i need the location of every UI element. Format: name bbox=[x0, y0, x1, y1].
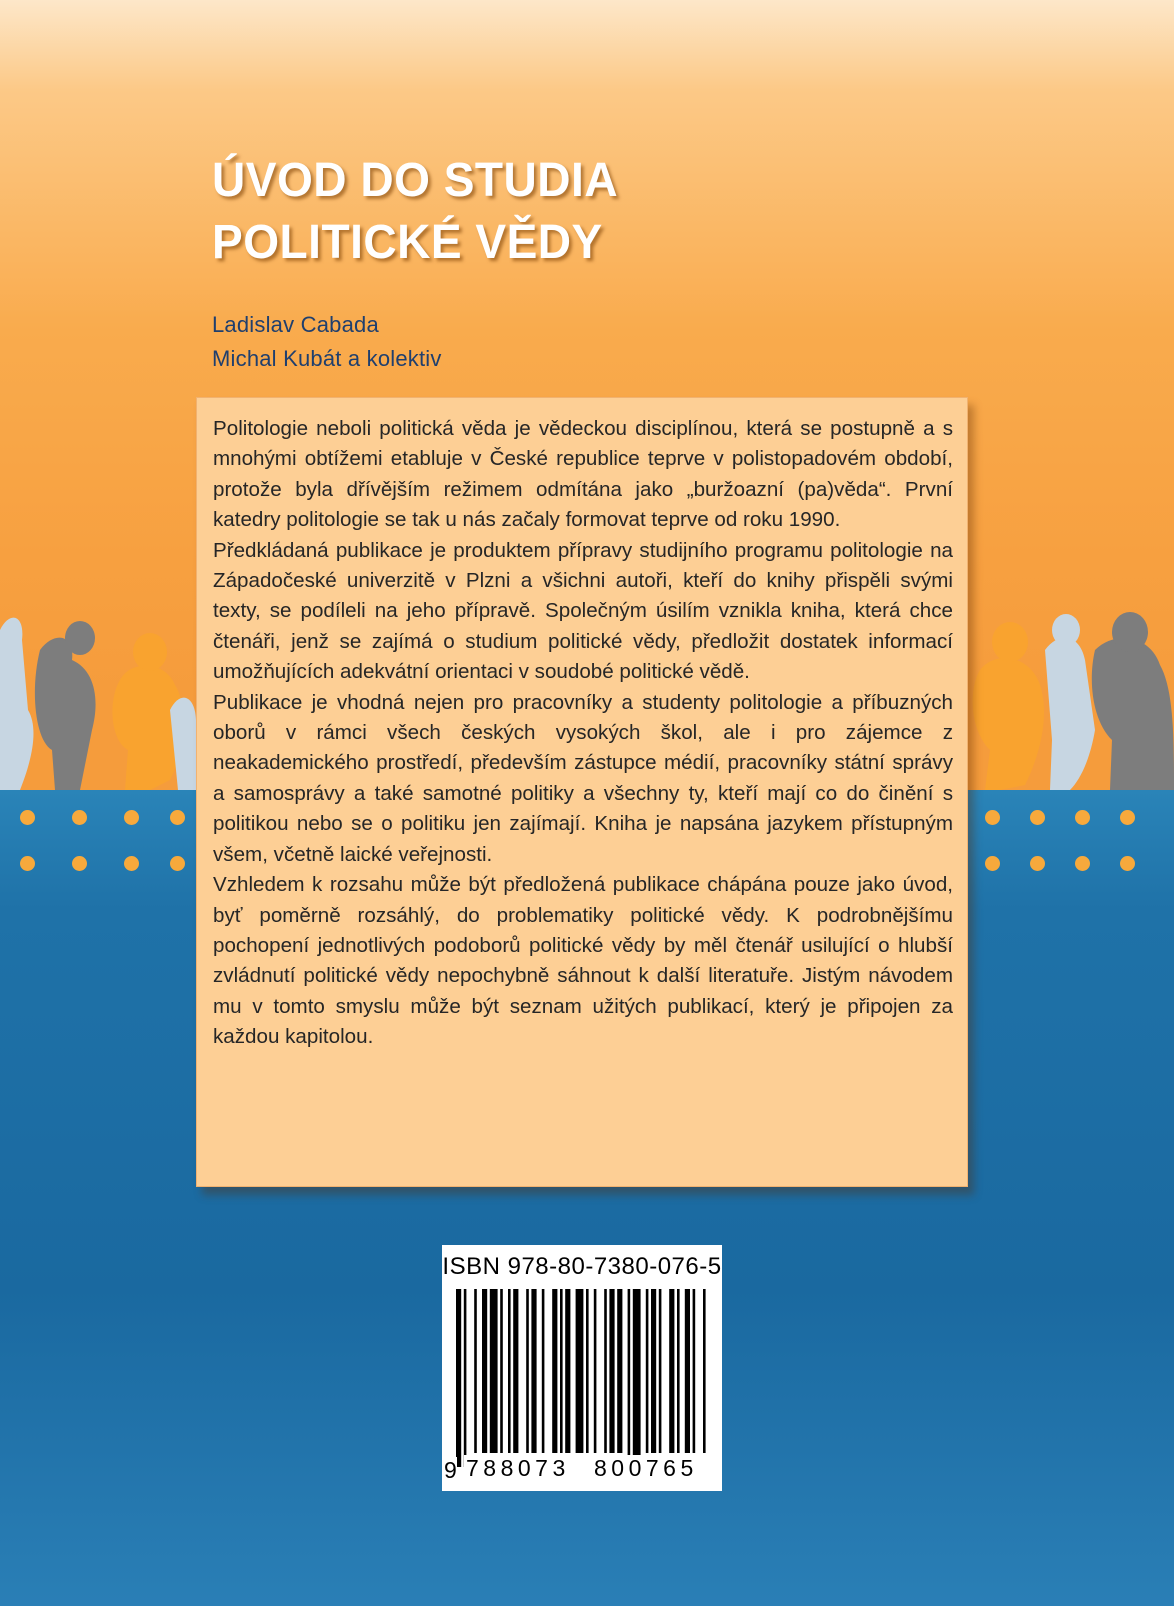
barcode-bar bbox=[685, 1289, 690, 1453]
barcode-bar bbox=[456, 1289, 461, 1467]
barcode-bar bbox=[482, 1289, 487, 1453]
blurb-paragraph-2: Předkládaná publikace je produktem přípravy studijního programu politologie na Západočeské univerzitě v Plzni a všichni autoři, kteří do knihy přispěli svými texty, se podíleli na jeho přípravě. Společným úsilím vznikla kniha, která chce čtenáři, jenž se zajímá o studium politické vědy, předložit dostatek informací umožňujících adekvátní orientaci v soudobé politické vědě. bbox=[213, 538, 953, 684]
isbn-label: ISBN 978-80-7380-076-5 bbox=[442, 1253, 722, 1280]
barcode-bar bbox=[586, 1289, 589, 1453]
figure-light bbox=[1045, 638, 1095, 790]
barcode-bar bbox=[552, 1289, 557, 1453]
ean-first-digit: 9 bbox=[444, 1457, 457, 1483]
right-figure-group bbox=[973, 612, 1174, 790]
barcode-bar bbox=[604, 1289, 607, 1453]
barcode-bar bbox=[474, 1289, 477, 1453]
figure-head bbox=[992, 622, 1028, 662]
barcode-bar bbox=[628, 1289, 631, 1467]
barcode-bar bbox=[617, 1289, 622, 1453]
left-figure-group bbox=[0, 618, 196, 790]
barcode-bar bbox=[464, 1289, 467, 1467]
ean-digits bbox=[442, 1451, 722, 1485]
barcode-bar bbox=[659, 1289, 662, 1453]
blurb-paragraph-3: Publikace je vhodná nejen pro pracovníky a studenty politologie a příbuzných oborů v rámci všech českých vysokých škol, ale i pro zájemce z neakademického prostředí, především zástupce médií, pracovníky státní správy a samosprávy a také samotné politiky a všechny ty, kteří mají co do činění s politikou nebo se o politiku jen zajímají. Kniha je napsána jazykem přístupným všem, včetně laické veřejnosti. bbox=[213, 690, 953, 866]
figure-light bbox=[0, 618, 33, 790]
barcode-bar bbox=[703, 1289, 706, 1453]
author-1: Ladislav Cabada bbox=[212, 312, 379, 337]
barcode-bar bbox=[500, 1289, 503, 1453]
figure-grey bbox=[1092, 638, 1174, 790]
title-line-1: ÚVOD DO STUDIA bbox=[212, 154, 619, 207]
barcode-bar bbox=[576, 1289, 584, 1453]
barcode-bar bbox=[646, 1289, 649, 1453]
barcode-bar bbox=[677, 1289, 680, 1453]
figure-light-right bbox=[170, 698, 196, 790]
barcode-bar bbox=[508, 1289, 511, 1453]
ean-right-group: 800765 bbox=[594, 1455, 698, 1481]
barcode-bar bbox=[565, 1289, 570, 1453]
isbn-barcode-box bbox=[442, 1245, 722, 1491]
book-title bbox=[212, 150, 635, 274]
barcode-bar bbox=[633, 1289, 641, 1467]
barcode-bar bbox=[560, 1289, 563, 1453]
blurb-paragraph-1: Politologie neboli politická věda je vědeckou disciplínou, která se postupně a s mnohými obtížemi etabluje v České republice teprve v polistopadovém období, protože byla dřívějším režimem odmítána jako „buržoazní (pa)věda“. První katedry politologie se tak u nás začaly formovat teprve od roku 1990. bbox=[213, 417, 953, 532]
barcode-bar bbox=[693, 1289, 696, 1453]
barcode-bar bbox=[526, 1289, 529, 1453]
barcode-bar bbox=[594, 1289, 597, 1453]
blurb-panel bbox=[196, 397, 968, 1187]
title-line-2: POLITICKÉ VĚDY bbox=[212, 216, 603, 269]
barcode-bar bbox=[542, 1289, 545, 1453]
figure-head bbox=[1112, 612, 1148, 652]
barcode-bar bbox=[651, 1289, 656, 1453]
author-2: Michal Kubát a kolektiv bbox=[212, 346, 442, 371]
barcode-bar bbox=[513, 1289, 518, 1453]
barcode-bar bbox=[531, 1289, 536, 1453]
authors bbox=[212, 308, 442, 376]
figure-head bbox=[65, 621, 95, 655]
ean-left-group: 788073 bbox=[466, 1455, 570, 1481]
barcode-bar bbox=[669, 1289, 674, 1453]
figure-head bbox=[133, 633, 167, 671]
barcode bbox=[452, 1289, 714, 1469]
blurb-paragraph-4: Vzhledem k rozsahu může být předložená publikace chápána pouze jako úvod, byť poměrně rozsáhlý, do problematiky politické vědy. K podrobnějšímu pochopení jednotlivých podoborů politické vědy by měl čtenář usilující o hlubší zvládnutí politické vědy nepochybně sáhnout k další literatuře. Jistým návodem mu v tomto smyslu může být seznam užitých publikací, který je připojen za každou kapitolou. bbox=[213, 873, 953, 1049]
barcode-bar bbox=[490, 1289, 498, 1453]
figure-head bbox=[1052, 614, 1080, 646]
figure-grey bbox=[35, 638, 96, 790]
figure-orange bbox=[973, 658, 1044, 790]
barcode-bar bbox=[609, 1289, 614, 1453]
